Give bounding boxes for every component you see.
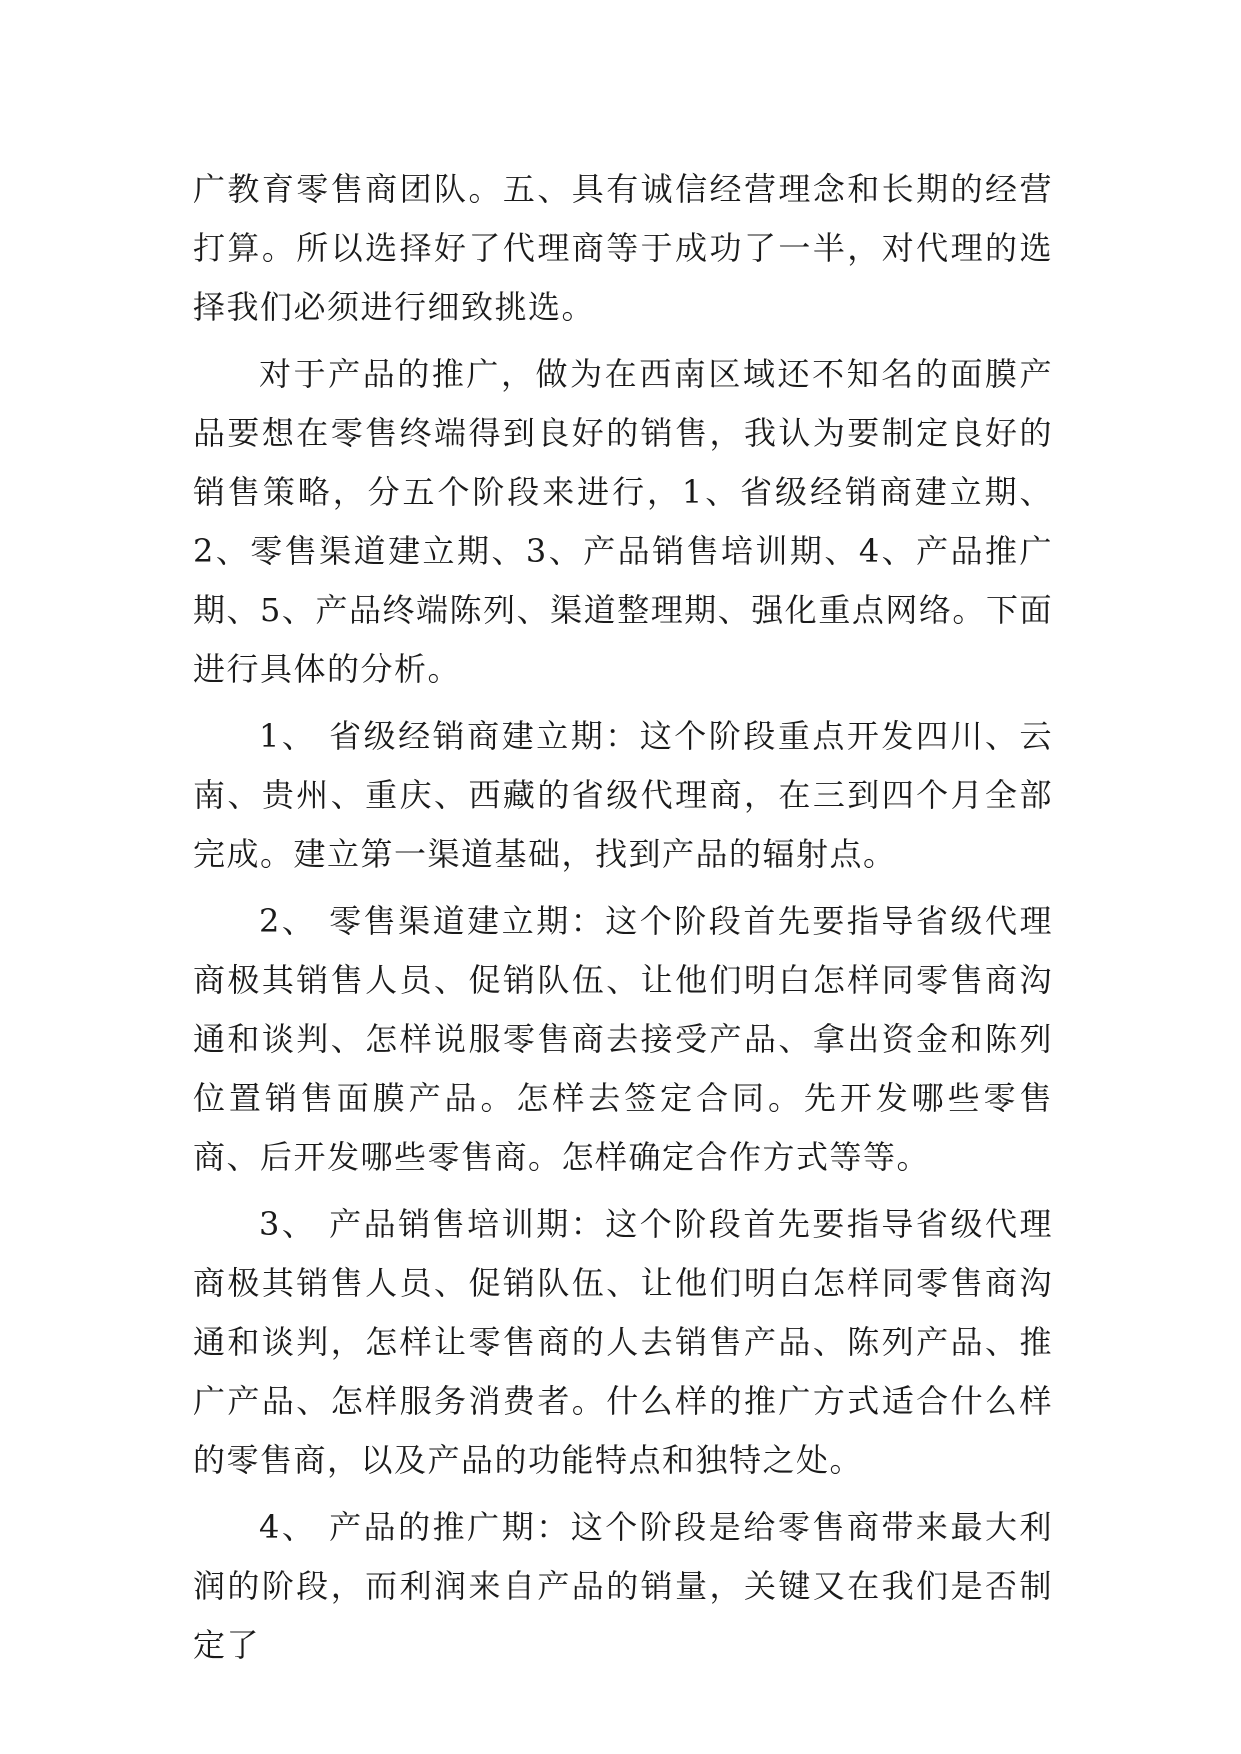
document-body: [193, 160, 1053, 1683]
paragraph-6: 4、 产品的推广期：这个阶段是给零售商带来最大利润的阶段，而利润来自产品的销量，关键又在我们是否制定了: [193, 1508, 1053, 1664]
paragraph-5: 3、 产品销售培训期：这个阶段首先要指导省级代理商极其销售人员、促销队伍、让他们明白怎样同零售商沟通和谈判，怎样让零售商的人去销售产品、陈列产品、推广产品、怎样服务消费者。什么样的推广方式适合什么样的零售商，以及产品的功能特点和独特之处。: [193, 1205, 1053, 1479]
paragraph-1: 广教育零售商团队。五、具有诚信经营理念和长期的经营打算。所以选择好了代理商等于成功了一半，对代理的选择我们必须进行细致挑选。: [193, 170, 1053, 326]
paragraph-3: 1、 省级经销商建立期：这个阶段重点开发四川、云南、贵州、重庆、西藏的省级代理商，在三到四个月全部完成。建立第一渠道基础，找到产品的辐射点。: [193, 717, 1053, 873]
paragraph-2: 对于产品的推广，做为在西南区域还不知名的面膜产品要想在零售终端得到良好的销售，我认为要制定良好的销售策略，分五个阶段来进行，1、省级经销商建立期、2、零售渠道建立期、3、产品销售培训期、4、产品推广期、5、产品终端陈列、渠道整理期、强化重点网络。下面进行具体的分析。: [193, 355, 1053, 688]
paragraph-4: 2、 零售渠道建立期：这个阶段首先要指导省级代理商极其销售人员、促销队伍、让他们明白怎样同零售商沟通和谈判、怎样说服零售商去接受产品、拿出资金和陈列位置销售面膜产品。怎样去签定合同。先开发哪些零售商、后开发哪些零售商。怎样确定合作方式等等。: [193, 902, 1053, 1176]
